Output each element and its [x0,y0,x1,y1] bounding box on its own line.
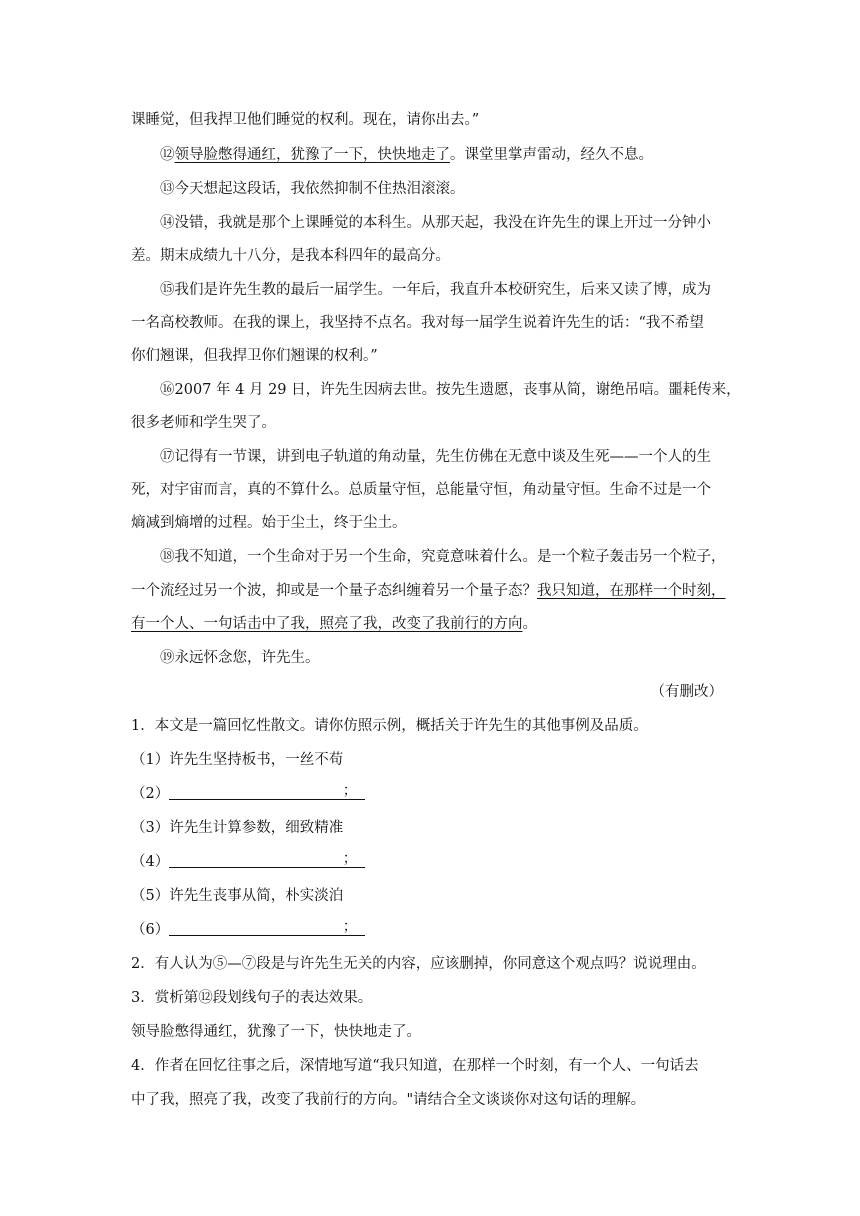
paragraph-17-line-3: 熵减到熵增的过程。始于尘土，终于尘土。 [131,515,407,531]
item-label: （4） [131,854,170,870]
item-label: （2） [131,786,170,802]
underlined-sentence: 有一个人、一句话击中了我，照亮了我，改变了我前行的方向 [131,616,523,632]
paragraph-11-end: 课睡觉，但我捍卫他们睡觉的权利。现在，请你出去。” [131,112,480,128]
underlined-sentence: 领导脸憋得通红，犹豫了一下，快快地走了 [174,147,450,163]
paragraph-16-line-2: 很多老师和学生哭了。 [131,415,276,431]
paragraph-16-line-1: ⑯2007 年 4 月 29 日，许先生因病去世。按先生遗愿，丧事从简，谢绝吊唁。噩耗传来， [160,382,741,398]
semicolon: ； [342,919,358,935]
paragraph-14-line-2: 差。期末成绩九十八分，是我本科四年的最高分。 [131,248,450,264]
semicolon: ； [342,783,358,799]
question-4-line-2: 中了我，照亮了我，改变了我前行的方向。"请结合全文谈谈你对这句话的理解。 [131,1092,646,1108]
paragraph-19: ⑲永远怀念您，许先生。 [160,650,320,666]
q1-item-6 [131,920,731,940]
paragraph-15-line-3: 你们翘课，但我捍卫你们翘课的权利。” [131,348,378,364]
semicolon: ； [342,851,358,867]
question-3-quote: 领导脸憋得通红，犹豫了一下，快快地走了。 [131,1024,421,1040]
answer-blank[interactable] [169,784,365,800]
paragraph-text: 一个流经过另一个波，抑或是一个量子态纠缠着另一个量子态？ [131,583,537,599]
paragraph-15-line-1: ⑮我们是许先生教的最后一届学生。一年后，我直升本校研究生，后来又读了博，成为 [160,282,711,298]
q1-item-3: （3）许先生计算参数，细致精准 [131,820,344,836]
question-3: 3．赏析第⑫段划线句子的表达效果。 [131,990,373,1006]
underlined-sentence: 我只知道，在那样一个时刻， [537,583,726,599]
item-label: （6） [131,922,170,938]
q1-item-2 [131,784,731,804]
paragraph-12 [160,145,760,165]
paragraph-15-line-2: 一名高校教师。在我的课上，我坚持不点名。我对每一届学生说着许先生的话：“我不希望 [131,315,704,331]
q1-item-5: （5）许先生丧事从简，朴实淡泊 [131,888,344,904]
paragraph-18-line-1: ⑱我不知道，一个生命对于另一个生命，究竟意味着什么。是一个粒子轰击另一个粒子， [160,549,726,565]
question-1: 1．本文是一篇回忆性散文。请你仿照示例，概括关于许先生的其他事例及品质。 [131,718,648,734]
answer-blank[interactable] [169,920,365,936]
paragraph-13: ⑬今天想起这段话，我依然抑制不住热泪滚滚。 [160,181,465,197]
question-4-line-1: 4．作者在回忆往事之后，深情地写道“我只知道，在那样一个时刻，有一个人、一句话去 [131,1058,699,1074]
paragraph-18-line-3 [131,614,731,634]
q1-item-1: （1）许先生坚持板书，一丝不苟 [131,752,344,768]
paragraph-17-line-2: 死，对宇宙而言，真的不算什么。总质量守恒，总能量守恒，角动量守恒。生命不过是一个 [131,482,711,498]
paragraph-text: 。 [522,616,537,632]
paragraph-14-line-1: ⑭没错，我就是那个上课睡觉的本科生。从那天起，我没在许先生的课上开过一分钟小 [160,215,711,231]
answer-blank[interactable] [169,852,365,868]
paragraph-18-line-2 [131,581,731,601]
paragraph-17-line-1: ⑰记得有一节课，讲到电子轨道的角动量，先生仿佛在无意中谈及生死——一个人的生 [160,449,711,465]
q1-item-4 [131,852,731,872]
source-note: （有删改） [650,684,723,700]
paragraph-number: ⑫ [160,147,175,163]
paragraph-text: 。课堂里掌声雷动，经久不息。 [450,147,653,163]
question-2: 2．有人认为⑤—⑦段是与许先生无关的内容，应该删掉，你同意这个观点吗？说说理由。 [131,956,706,972]
